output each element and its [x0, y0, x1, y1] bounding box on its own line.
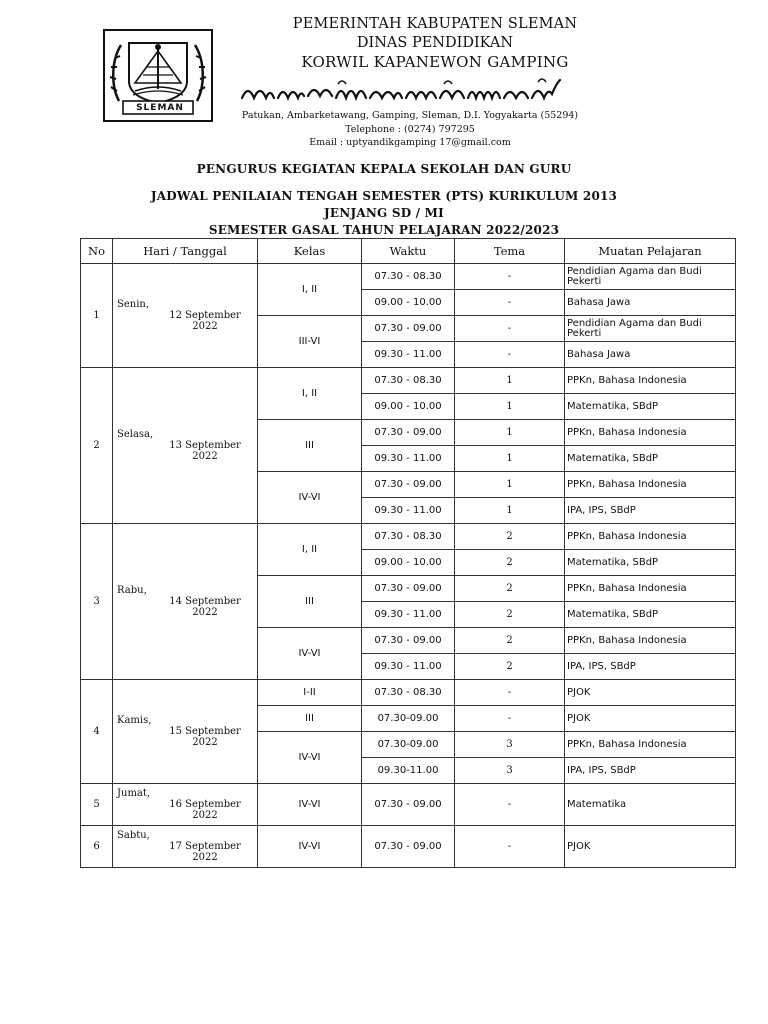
- theme-cell: 1: [455, 368, 565, 394]
- subject-cell: IPA, IPS, SBdP: [565, 758, 736, 784]
- class-cell: IV-VI: [258, 472, 362, 524]
- title-semester: SEMESTER GASAL TAHUN PELAJARAN 2022/2023: [208, 223, 560, 237]
- table-header-row: [81, 239, 736, 264]
- time-cell: 09.30-11.00: [362, 758, 455, 784]
- time-cell: 09.30 - 11.00: [362, 446, 455, 472]
- subject-cell: Pendidian Agama dan Budi Pekerti: [565, 264, 736, 290]
- subject-cell: Matematika: [565, 784, 736, 826]
- day-name: Senin,: [117, 299, 150, 310]
- time-cell: 07.30 - 09.00: [362, 472, 455, 498]
- time-cell: 09.30 - 11.00: [362, 654, 455, 680]
- header-time: Waktu: [362, 239, 455, 264]
- header-class: Kelas: [258, 239, 362, 264]
- time-cell: 07.30-09.00: [362, 706, 455, 732]
- theme-cell: 1: [455, 472, 565, 498]
- theme-cell: 2: [455, 550, 565, 576]
- time-cell: 07.30-09.00: [362, 732, 455, 758]
- day-name: Rabu,: [117, 585, 147, 596]
- day-date: 17 September 2022: [169, 841, 241, 863]
- day-number: 2: [81, 368, 113, 524]
- time-cell: 09.00 - 10.00: [362, 550, 455, 576]
- time-cell: 09.00 - 10.00: [362, 394, 455, 420]
- subject-cell: IPA, IPS, SBdP: [565, 498, 736, 524]
- dept-name: DINAS PENDIDIKAN: [356, 35, 514, 51]
- subject-cell: Bahasa Jawa: [565, 342, 736, 368]
- time-cell: 07.30 - 09.00: [362, 420, 455, 446]
- logo-ribbon-text: SLEMAN: [136, 103, 184, 113]
- subject-cell: PPKn, Bahasa Indonesia: [565, 628, 736, 654]
- theme-cell: 2: [455, 524, 565, 550]
- class-cell: I-II: [258, 680, 362, 706]
- theme-cell: 1: [455, 446, 565, 472]
- table-row: [81, 784, 736, 826]
- subject-cell: PPKn, Bahasa Indonesia: [565, 368, 736, 394]
- schedule-table: [80, 238, 736, 868]
- schedule-body: [81, 264, 736, 868]
- time-cell: 07.30 - 09.00: [362, 784, 455, 826]
- day-number: 6: [81, 826, 113, 868]
- class-cell: III: [258, 576, 362, 628]
- subject-cell: Matematika, SBdP: [565, 394, 736, 420]
- day-date-cell: [113, 368, 258, 524]
- day-date-cell: [113, 264, 258, 368]
- time-cell: 07.30 - 09.00: [362, 576, 455, 602]
- day-date-cell: [113, 680, 258, 784]
- header-theme: Tema: [455, 239, 565, 264]
- day-name: Sabtu,: [117, 830, 150, 841]
- day-date: 12 September 2022: [169, 310, 241, 332]
- time-cell: 07.30 - 08.30: [362, 680, 455, 706]
- header-day-date: Hari / Tanggal: [113, 239, 258, 264]
- time-cell: 09.30 - 11.00: [362, 498, 455, 524]
- gov-name: PEMERINTAH KABUPATEN SLEMAN: [292, 16, 578, 32]
- header-subject: Muatan Pelajaran: [565, 239, 736, 264]
- class-cell: I, II: [258, 524, 362, 576]
- theme-cell: 2: [455, 602, 565, 628]
- time-cell: 07.30 - 08.30: [362, 368, 455, 394]
- class-cell: III: [258, 420, 362, 472]
- subject-cell: PPKn, Bahasa Indonesia: [565, 472, 736, 498]
- theme-cell: 3: [455, 758, 565, 784]
- day-number: 4: [81, 680, 113, 784]
- time-cell: 07.30 - 09.00: [362, 826, 455, 868]
- day-date: 14 September 2022: [169, 596, 241, 618]
- title-schedule: JADWAL PENILAIAN TENGAH SEMESTER (PTS) KURIKULUM 2013: [150, 189, 618, 203]
- day-name: Selasa,: [117, 429, 154, 440]
- sleman-logo: [103, 29, 213, 122]
- theme-cell: -: [455, 680, 565, 706]
- theme-cell: 1: [455, 420, 565, 446]
- day-date-cell: [113, 784, 258, 826]
- day-number: 1: [81, 264, 113, 368]
- header-no: No: [81, 239, 113, 264]
- office-name: KORWIL KAPANEWON GAMPING: [301, 53, 569, 71]
- time-cell: 07.30 - 08.30: [362, 264, 455, 290]
- day-name: Kamis,: [117, 715, 152, 726]
- theme-cell: -: [455, 342, 565, 368]
- subject-cell: Matematika, SBdP: [565, 550, 736, 576]
- class-cell: I, II: [258, 264, 362, 316]
- table-row: [81, 368, 736, 394]
- time-cell: 07.30 - 09.00: [362, 316, 455, 342]
- subject-cell: PPKn, Bahasa Indonesia: [565, 524, 736, 550]
- time-cell: 07.30 - 09.00: [362, 628, 455, 654]
- time-cell: 09.30 - 11.00: [362, 602, 455, 628]
- table-row: [81, 680, 736, 706]
- table-row: [81, 524, 736, 550]
- theme-cell: -: [455, 264, 565, 290]
- subject-cell: Bahasa Jawa: [565, 290, 736, 316]
- theme-cell: -: [455, 706, 565, 732]
- time-cell: 09.00 - 10.00: [362, 290, 455, 316]
- javanese-script-icon: [238, 76, 568, 108]
- day-date-cell: [113, 524, 258, 680]
- theme-cell: 2: [455, 654, 565, 680]
- day-date: 13 September 2022: [169, 440, 241, 462]
- office-email: Email : uptyandikgamping 17@gmail.com: [309, 137, 511, 148]
- theme-cell: -: [455, 316, 565, 342]
- subject-cell: PJOK: [565, 680, 736, 706]
- title-committee: PENGURUS KEGIATAN KEPALA SEKOLAH DAN GURU: [196, 162, 572, 176]
- theme-cell: -: [455, 826, 565, 868]
- day-name: Jumat,: [117, 788, 151, 799]
- theme-cell: 3: [455, 732, 565, 758]
- subject-cell: PPKn, Bahasa Indonesia: [565, 732, 736, 758]
- table-row: [81, 264, 736, 290]
- table-row: [81, 826, 736, 868]
- time-cell: 09.30 - 11.00: [362, 342, 455, 368]
- theme-cell: 1: [455, 394, 565, 420]
- office-telephone: Telephone : (0274) 797295: [345, 124, 475, 135]
- class-cell: IV-VI: [258, 732, 362, 784]
- theme-cell: 2: [455, 576, 565, 602]
- day-date: 15 September 2022: [169, 726, 241, 748]
- subject-cell: Pendidian Agama dan Budi Pekerti: [565, 316, 736, 342]
- title-level: JENJANG SD / MI: [324, 206, 444, 220]
- class-cell: IV-VI: [258, 826, 362, 868]
- theme-cell: 2: [455, 628, 565, 654]
- office-address: Patukan, Ambarketawang, Gamping, Sleman, D.I. Yogyakarta (55294): [241, 110, 579, 121]
- day-number: 5: [81, 784, 113, 826]
- letterhead: [0, 0, 768, 160]
- subject-cell: PPKn, Bahasa Indonesia: [565, 420, 736, 446]
- subject-cell: PJOK: [565, 826, 736, 868]
- subject-cell: PJOK: [565, 706, 736, 732]
- theme-cell: -: [455, 290, 565, 316]
- theme-cell: -: [455, 784, 565, 826]
- theme-cell: 1: [455, 498, 565, 524]
- class-cell: IV-VI: [258, 784, 362, 826]
- class-cell: I, II: [258, 368, 362, 420]
- day-number: 3: [81, 524, 113, 680]
- class-cell: III-VI: [258, 316, 362, 368]
- time-cell: 07.30 - 08.30: [362, 524, 455, 550]
- subject-cell: Matematika, SBdP: [565, 446, 736, 472]
- class-cell: III: [258, 706, 362, 732]
- subject-cell: Matematika, SBdP: [565, 602, 736, 628]
- class-cell: IV-VI: [258, 628, 362, 680]
- subject-cell: IPA, IPS, SBdP: [565, 654, 736, 680]
- day-date: 16 September 2022: [169, 799, 241, 821]
- day-date-cell: [113, 826, 258, 868]
- subject-cell: PPKn, Bahasa Indonesia: [565, 576, 736, 602]
